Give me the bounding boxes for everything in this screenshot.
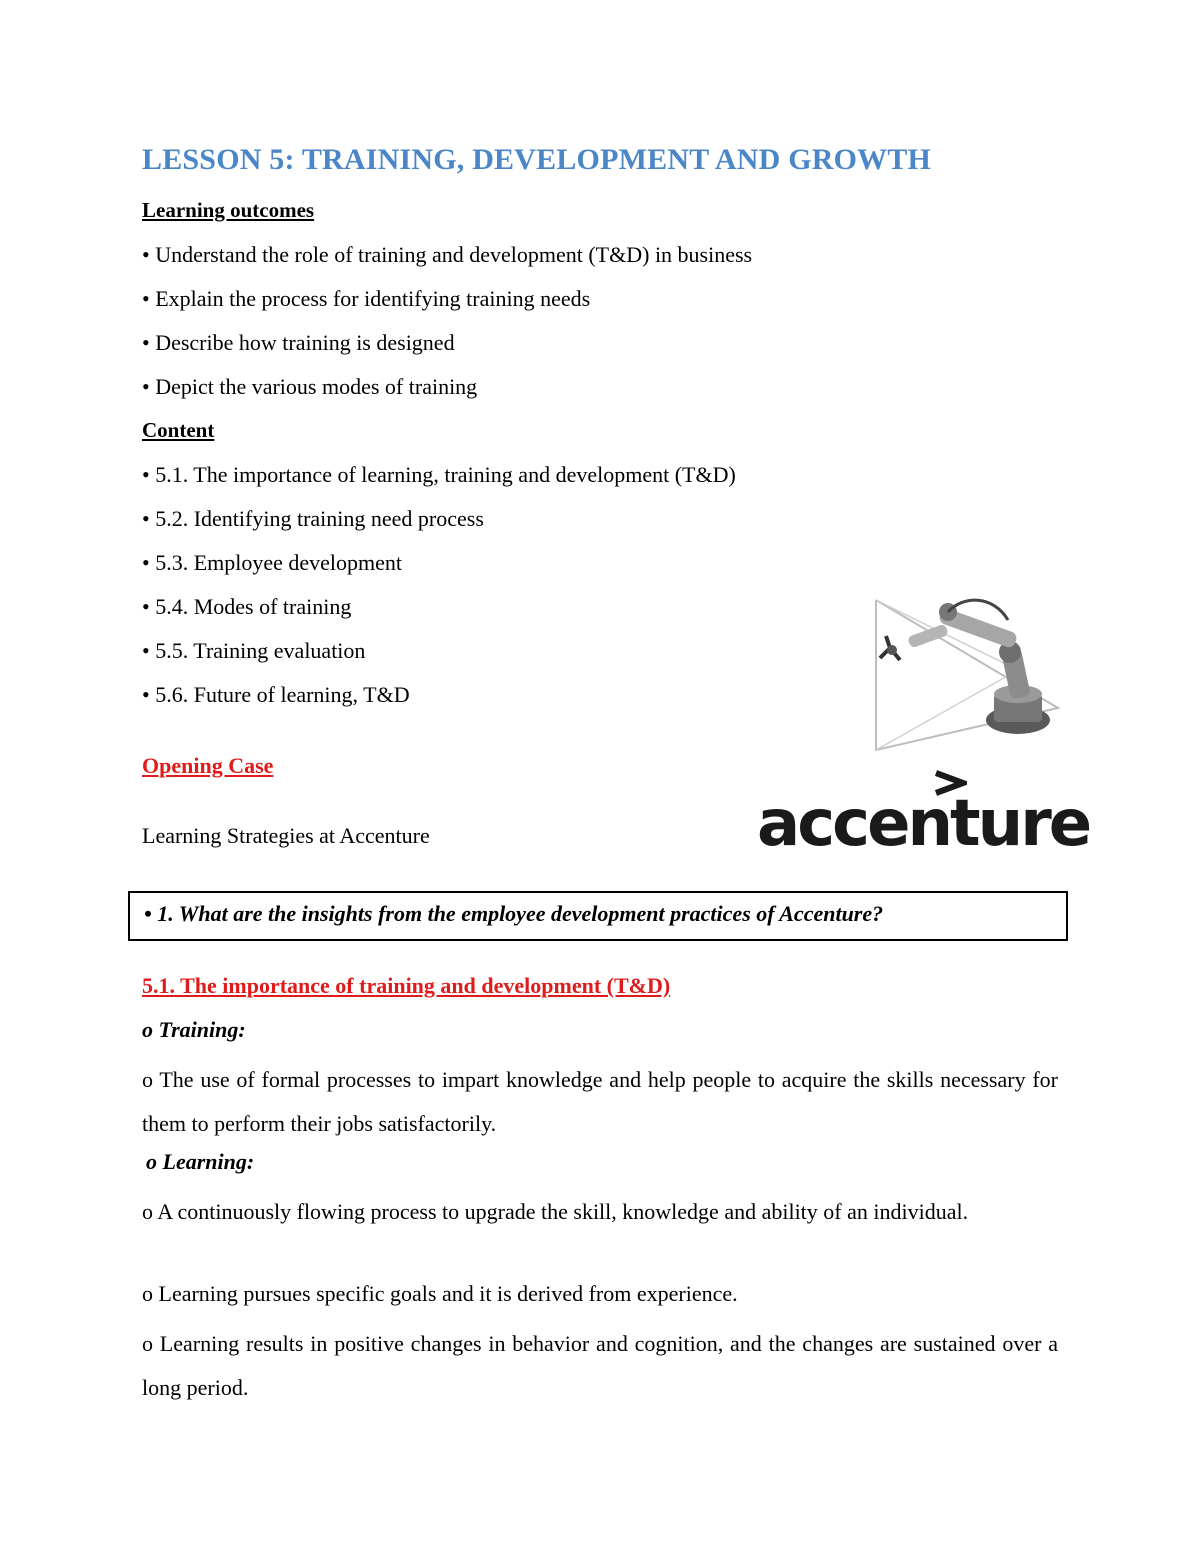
learning-outcomes-heading: Learning outcomes <box>142 198 315 222</box>
question-box <box>128 891 1068 941</box>
learning-point: o Learning pursues specific goals and it is derived from experience. <box>142 1281 738 1306</box>
accenture-logo <box>757 770 1090 862</box>
learning-outcome-item: • Explain the process for identifying training needs <box>142 286 591 311</box>
content-item: • 5.2. Identifying training need process <box>142 506 484 531</box>
opening-case-heading: Opening Case <box>142 753 274 778</box>
learning-outcome-item: • Depict the various modes of training <box>142 374 478 399</box>
question-text: • 1. What are the insights from the employee development practices of Accenture? <box>144 901 884 926</box>
training-label: o Training: <box>142 1017 246 1042</box>
content-item: • 5.3. Employee development <box>142 550 403 575</box>
accenture-wordmark: accenture <box>757 787 1090 861</box>
section-5-1-heading: 5.1. The importance of training and development (T&D) <box>142 973 671 998</box>
content-item: • 5.6. Future of learning, T&D <box>142 682 410 707</box>
learning-point: o Learning results in positive changes in behavior and cognition, and the changes are sustained over a long period. <box>142 1331 1058 1400</box>
training-definition: o The use of formal processes to impart knowledge and help people to acquire the skills necessary for them to perform their jobs satisfactorily. <box>142 1067 1058 1136</box>
content-item: • 5.1. The importance of learning, training and development (T&D) <box>142 462 736 487</box>
robot-arm-illustration <box>868 590 1068 760</box>
learning-outcome-item: • Describe how training is designed <box>142 330 455 355</box>
content-item: • 5.4. Modes of training <box>142 594 352 619</box>
opening-case-subtitle: Learning Strategies at Accenture <box>142 823 430 848</box>
learning-label: o Learning: <box>146 1149 255 1174</box>
learning-point: o A continuously flowing process to upgrade the skill, knowledge and ability of an individual. <box>142 1199 969 1224</box>
content-item: • 5.5. Training evaluation <box>142 638 366 663</box>
content-heading: Content <box>142 418 215 442</box>
lesson-title: LESSON 5: TRAINING, DEVELOPMENT AND GROWTH <box>142 143 932 176</box>
learning-outcome-item: • Understand the role of training and development (T&D) in business <box>142 242 753 267</box>
